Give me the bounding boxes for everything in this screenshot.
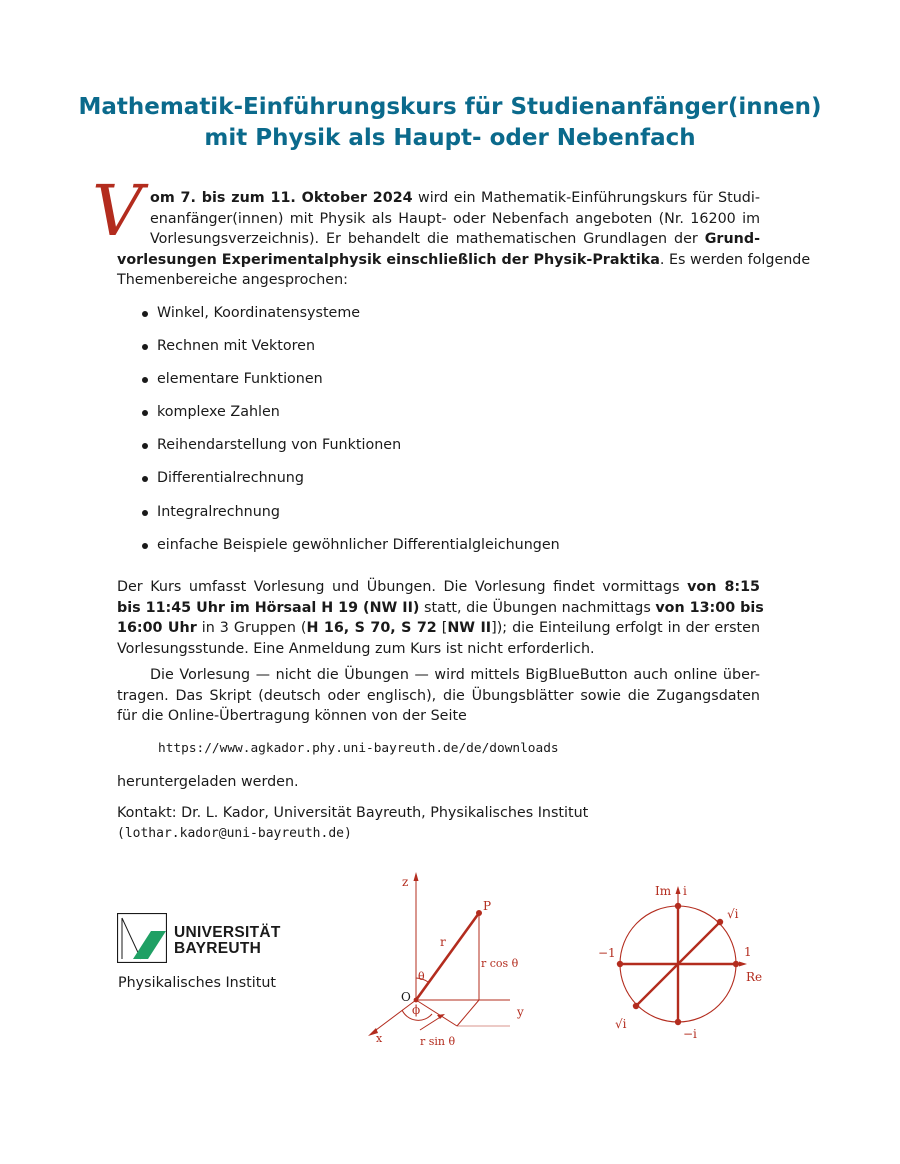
contact-email[interactable]: (lothar.kador@uni-bayreuth.de) [117,825,352,841]
point-P [476,910,482,916]
schedule-bold: NW II [447,620,492,636]
download-note: heruntergeladen werden. [117,774,299,790]
intro-bold: vorlesungen Experimentalphysik einschließlich der Physik-Praktika [117,251,660,268]
intro-text: Themenbereiche angesprochen: [117,272,348,288]
schedule-text: [ [436,620,448,636]
x-axis [372,1000,416,1033]
download-url[interactable]: https://www.agkador.phy.uni-bayreuth.de/de/downloads [158,741,559,756]
online-text: tragen. Das Skript (deutsch oder englisch), die Übungsblätter sowie die Zugangsdaten [117,687,760,704]
arrow-neg-sqrt-i [637,964,678,1005]
schedule-bold: von 8:15 [687,579,760,595]
course-dates: om 7. bis zum 11. Oktober 2024 [150,190,413,206]
topic-list [142,303,560,568]
label-neg-sqrt-i: √i [615,1017,627,1031]
label-phi: ϕ [412,1003,421,1017]
label-theta: θ [418,970,425,983]
schedule-bold: 16:00 Uhr [117,620,197,636]
contact-text: Kontakt: Dr. L. Kador, Universität Bayreuth, Physikalisches Institut [117,805,589,821]
intro-text: . Es werden folgende [659,251,811,268]
intro-text: wird ein Mathematik-Einführungskurs für Studi- [412,190,761,206]
position-vector [416,913,479,1000]
list-item: einfache Beispiele gewöhnlicher Differentialgleichungen [142,535,560,568]
rsin-arrow [420,1016,442,1030]
online-paragraph [117,665,760,727]
label-r: r [440,935,446,949]
intro-text: Vorlesungsverzeichnis). Er behandelt die mathematischen Grundlagen der [150,231,705,247]
label-r-cos-theta: r cos θ [481,957,519,970]
label-r-sin-theta: r sin θ [420,1035,456,1048]
list-item: Differentialrechnung [142,468,560,501]
schedule-bold: bis 11:45 Uhr im Hörsaal H 19 (NW II) [117,599,420,616]
label-y: y [517,1005,524,1019]
list-item: elementare Funktionen [142,369,560,402]
list-item: Reihendarstellung von Funktionen [142,435,560,468]
label-z: z [402,875,409,889]
list-item: Rechnen mit Vektoren [142,336,560,369]
label-Re: Re [746,970,763,984]
label-minus-i: −i [683,1027,697,1041]
title-line-1: Mathematik-Einführungskurs für Studienanfänger(innen) [78,94,822,120]
online-text: für die Online-Übertragung können von der Seite [117,708,467,724]
intro-text: enanfänger(innen) mit Physik als Haupt- oder Nebenfach angeboten (Nr. 16200 im [150,210,760,227]
complex-plane-figure [590,876,770,1046]
label-minus-one: −1 [598,946,616,960]
point-sqrt-i [717,919,723,925]
label-sqrt-i: √i [727,907,739,921]
title-line-2: mit Physik als Haupt- oder Nebenfach [204,125,696,151]
institute-name: Physikalisches Institut [118,975,277,991]
list-item: Winkel, Koordinatensysteme [142,303,560,336]
university-logo-icon [117,913,167,963]
arrow-sqrt-i [678,923,719,964]
intro-bold: Grund- [704,231,760,247]
university-name-line-2: BAYREUTH [174,940,262,957]
page-title [0,92,900,154]
point-i [675,903,681,909]
schedule-paragraph [117,577,764,659]
label-Im: Im [655,884,672,898]
list-item: Integralrechnung [142,502,560,535]
schedule-text: Der Kurs umfasst Vorlesung und Übungen. Die Vorlesung findet vormittags [117,579,688,595]
point-minus-i [675,1019,681,1025]
online-text: Die Vorlesung — nicht die Übungen — wird mittels BigBlueButton auch online über- [150,667,760,683]
ground-projection [416,1000,457,1026]
university-name [174,925,281,957]
contact [117,803,760,844]
point-neg-sqrt-i [633,1003,639,1009]
schedule-bold: von 13:00 bis [655,599,764,616]
university-name-line-1: UNIVERSITÄT [174,924,281,941]
label-one: 1 [744,945,752,959]
spherical-coordinates-figure [360,868,540,1054]
label-O: O [401,990,411,1004]
schedule-text: Vorlesungsstunde. Eine Anmeldung zum Kurs ist nicht erforderlich. [117,640,595,657]
point-one [733,961,739,967]
label-i: i [683,884,687,898]
drop-cap: V [92,170,143,252]
label-x: x [376,1032,383,1045]
point-minus-one [617,961,623,967]
schedule-bold: H 16, S 70, S 72 [306,620,437,636]
list-item: komplexe Zahlen [142,402,560,435]
ground-edge [457,1000,479,1026]
schedule-text: in 3 Gruppen ( [196,620,307,636]
label-P: P [483,899,492,913]
intro-paragraph [117,188,811,291]
schedule-text: ]); die Einteilung erfolgt in der ersten [491,620,761,636]
schedule-text: statt, die Übungen nachmittags [419,599,656,616]
origin-point [414,998,419,1003]
